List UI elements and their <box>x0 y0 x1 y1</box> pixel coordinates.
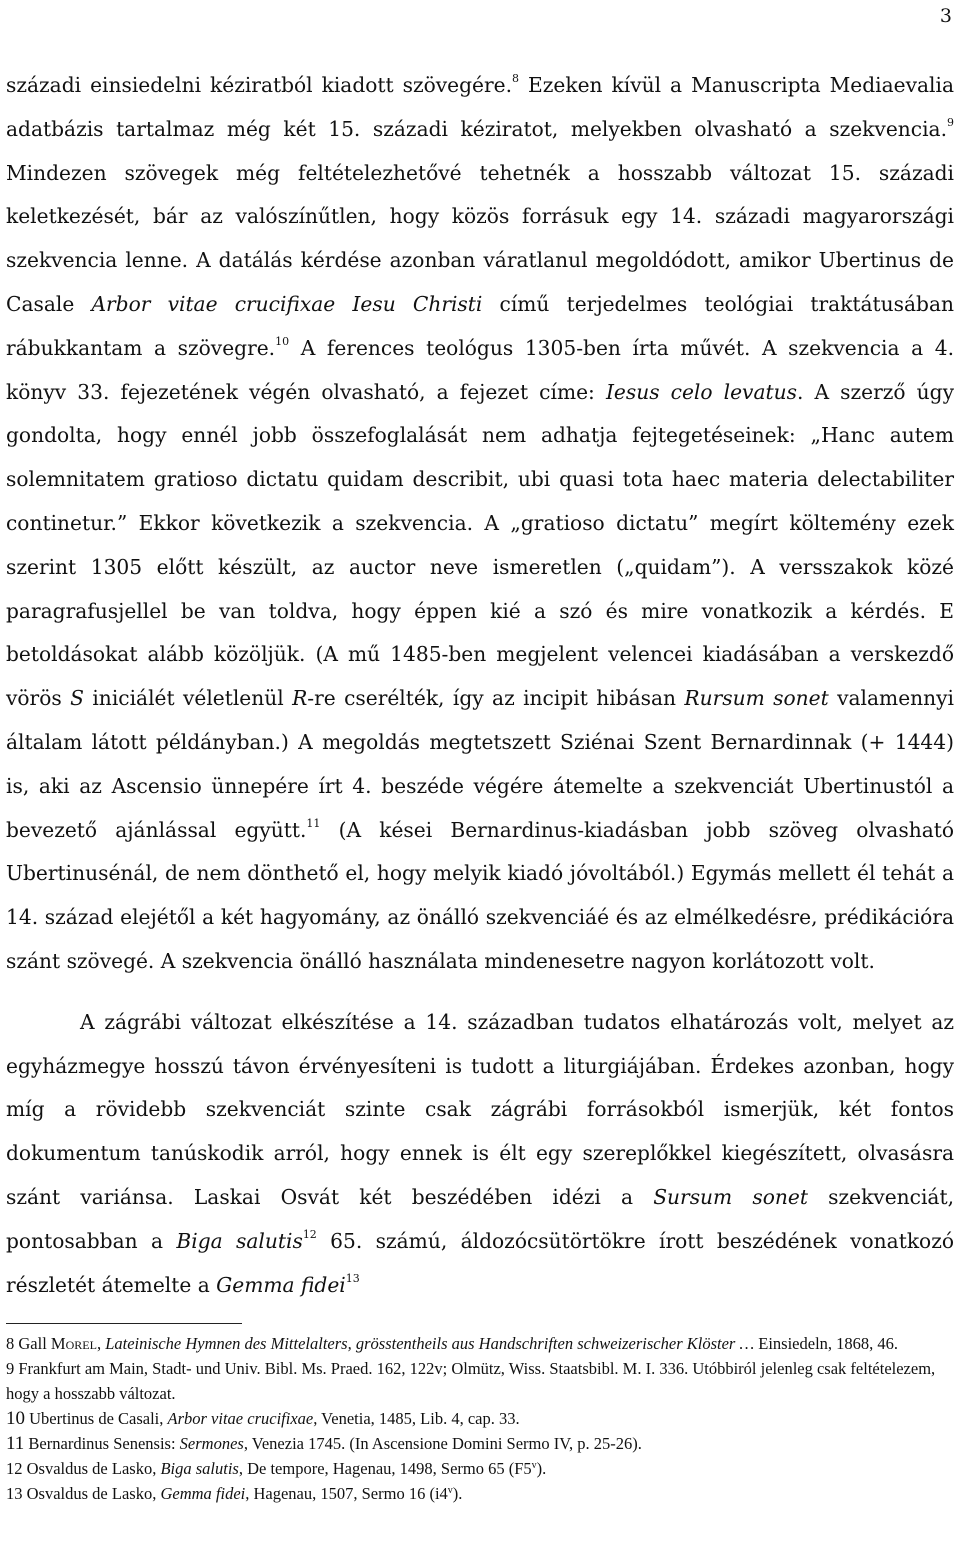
text-run: , Venetia, 1485, Lib. 4, cap. 33. <box>313 1409 520 1428</box>
text-run: -re cserélték, így az incipit hibásan <box>307 686 685 711</box>
text-run: Mindezen szövegek még feltételezhetővé tehetnék a hosszabb változat 15. századi keletkezését, bár az valószínűtlen, hogy közös forrásuk egy 14. századi magyarországi szekvencia lenne. A datálás kérdése azonban váratlanul megoldódott, amikor Ubertinus de Casale <box>6 160 954 316</box>
text-run: , De tempore, Hagenau, 1498, Sermo 65 (F5 <box>238 1459 532 1478</box>
footnote-12 <box>6 1456 954 1481</box>
italic-title: Gemma fidei <box>160 1484 246 1503</box>
text-run: Einsiedeln, 1868, 46. <box>754 1334 899 1353</box>
verso-mark: v <box>531 1460 537 1471</box>
paragraph-1 <box>6 64 954 984</box>
italic-title: Iesus celo levatus <box>605 379 797 404</box>
footnote-9 <box>6 1356 954 1406</box>
footnote-ref-11[interactable]: 11 <box>306 816 321 830</box>
text-run: (A kései Bernardinus-kiadásban jobb szöveg olvasható Ubertinusénál, de nem dönthető el, hogy melyik kiadó jóvoltából.) Egymás mellett él tehát a 14. század elejétől a két hagyomány, az önálló szekvenciáé és az elmélkedésre, prédikációra szánt szövegé. A szekvencia önálló használata mindenesetre nagyon korlátozott volt. <box>6 817 955 973</box>
footnote-number: 11 <box>6 1433 25 1454</box>
italic-title: Arbor vitae crucifixae <box>167 1409 314 1428</box>
text-run: Osvaldus de Lasko, <box>22 1459 161 1478</box>
text-run: ). <box>536 1459 547 1478</box>
footnote-8 <box>6 1331 954 1356</box>
text-run: A ferences teológus 1305-ben írta művét. A szekvencia a 4. könyv 33. fejezetének végén olvasható, a fejezet címe: <box>6 335 954 404</box>
italic-letter: R <box>292 686 308 711</box>
text-run: Ezeken kívül a Manuscripta Mediaevalia adatbázis tartalmaz még két 15. századi kéziratot, melyekben olvasható a szekvencia. <box>6 73 954 141</box>
footnote-ref-12[interactable]: 12 <box>302 1227 317 1241</box>
italic-title: Rursum sonet <box>684 686 829 711</box>
italic-title: Gemma fidei <box>216 1272 346 1297</box>
author-name: Morel <box>50 1334 97 1353</box>
text-run: . A szerző úgy gondolta, hogy ennél jobb összefoglalását nem adhatja fejtegetéseinek: „Hanc autem solemnitatem gratioso dictatu quidam describit, ubi quasi tota haec materia delectabiliter continetur.” Ekkor következik a szekvencia. A „gratioso dictatu” megírt költemény ezek szerint 1305 előtt készült, az auctor neve ismeretlen („quidam”). A versszakok közé paragrafusjellel be van toldva, hogy éppen kié a szó és mire vonatkozik a kérdés. E betoldásokat alább közöljük. (A mű 1485-ben megjelent velencei kiadásában a verskezdő vörös <box>6 379 954 711</box>
text-run: Gall <box>14 1334 51 1353</box>
text-run: , <box>96 1334 106 1353</box>
italic-title: Biga salutis <box>160 1459 239 1478</box>
italic-title: Lateinische Hymnen des Mittelalters, grösstentheils aus Handschriften schweizerischer Klöster … <box>105 1334 755 1353</box>
text-run: 65. számú, áldozócsütörtökre írott beszédének vonatkozó részletét átemelte a <box>6 1228 954 1297</box>
footnote-number: 10 <box>6 1408 25 1429</box>
footnote-10 <box>6 1406 954 1431</box>
footnote-number: 9 <box>6 1359 15 1378</box>
footnote-number: 13 <box>6 1484 23 1503</box>
text-run: című terjedelmes teológiai traktátusában rábukkantam a szövegre. <box>6 291 954 360</box>
footnote-ref-9[interactable]: 9 <box>947 115 954 129</box>
text-run: Ubertinus de Casali, <box>25 1409 168 1428</box>
text-run: valamennyi általam látott példányban.) A megoldás megtetszett Sziénai Szent Bernardinnak (+ 1444) is, aki az Ascensio ünnepére írt 4. beszéde végére átemelte a szekvenciát Ubertinustól a bevezető ajánlással együtt. <box>6 686 955 842</box>
italic-title: Sursum sonet <box>653 1184 808 1209</box>
footnote-ref-8[interactable]: 8 <box>512 72 520 85</box>
text-run: Osvaldus de Lasko, <box>22 1484 161 1503</box>
italic-title: Biga salutis <box>176 1228 303 1253</box>
footnote-number: 12 <box>6 1459 23 1478</box>
paragraph-2 <box>6 1001 954 1308</box>
text-run: ). <box>452 1484 463 1503</box>
text-run: iniciálét véletlenül <box>83 686 293 711</box>
italic-letter: S <box>70 686 84 711</box>
text-run: századi einsiedelni kéziratból kiadott szövegére. <box>6 73 513 97</box>
italic-title: Sermones <box>179 1434 244 1453</box>
text-run: A zágrábi változat elkészítése a 14. században tudatos elhatározás volt, melyet az egyházmegye hosszú távon érvényesíteni is tudott a liturgiájában. Érdekes azonban, hogy míg a rövidebb szekvenciát szinte csak zágrábi forrásokból ismerjük, két fontos dokumentum tanúskodik arról, hogy ennek is élt egy szereplőkkel kiegészített, olvasásra szánt variánsa. Laskai Osvát két beszédében idézi a <box>6 1009 954 1209</box>
text-run: Frankfurt am Main, Stadt- und Univ. Bibl. Ms. Praed. 162, 122v; Olmütz, Wiss. Staatsbibl. M. I. 336. Utóbbiról jelenleg csak feltételezem, hogy a hosszabb változat. <box>6 1359 936 1403</box>
footnote-number: 8 <box>6 1334 15 1353</box>
text-run: , Venezia 1745. (In Ascensione Domini Sermo IV, p. 25-26). <box>243 1434 642 1453</box>
footnote-13 <box>6 1481 954 1506</box>
footnote-ref-13[interactable]: 13 <box>345 1271 360 1285</box>
text-run: Bernardinus Senensis: <box>24 1434 180 1453</box>
verso-mark: v <box>447 1485 453 1496</box>
italic-title: Arbor vitae crucifixae Iesu Christi <box>91 291 483 316</box>
footnote-ref-10[interactable]: 10 <box>275 334 290 348</box>
footnotes <box>6 1331 954 1506</box>
footnote-separator <box>6 1323 242 1324</box>
body-text <box>6 64 954 1307</box>
footnote-11 <box>6 1431 954 1456</box>
text-run: , Hagenau, 1507, Sermo 16 (i4 <box>245 1484 448 1503</box>
text-run: szekvenciát, pontosabban a <box>6 1184 954 1253</box>
page-number: 3 <box>939 5 952 27</box>
